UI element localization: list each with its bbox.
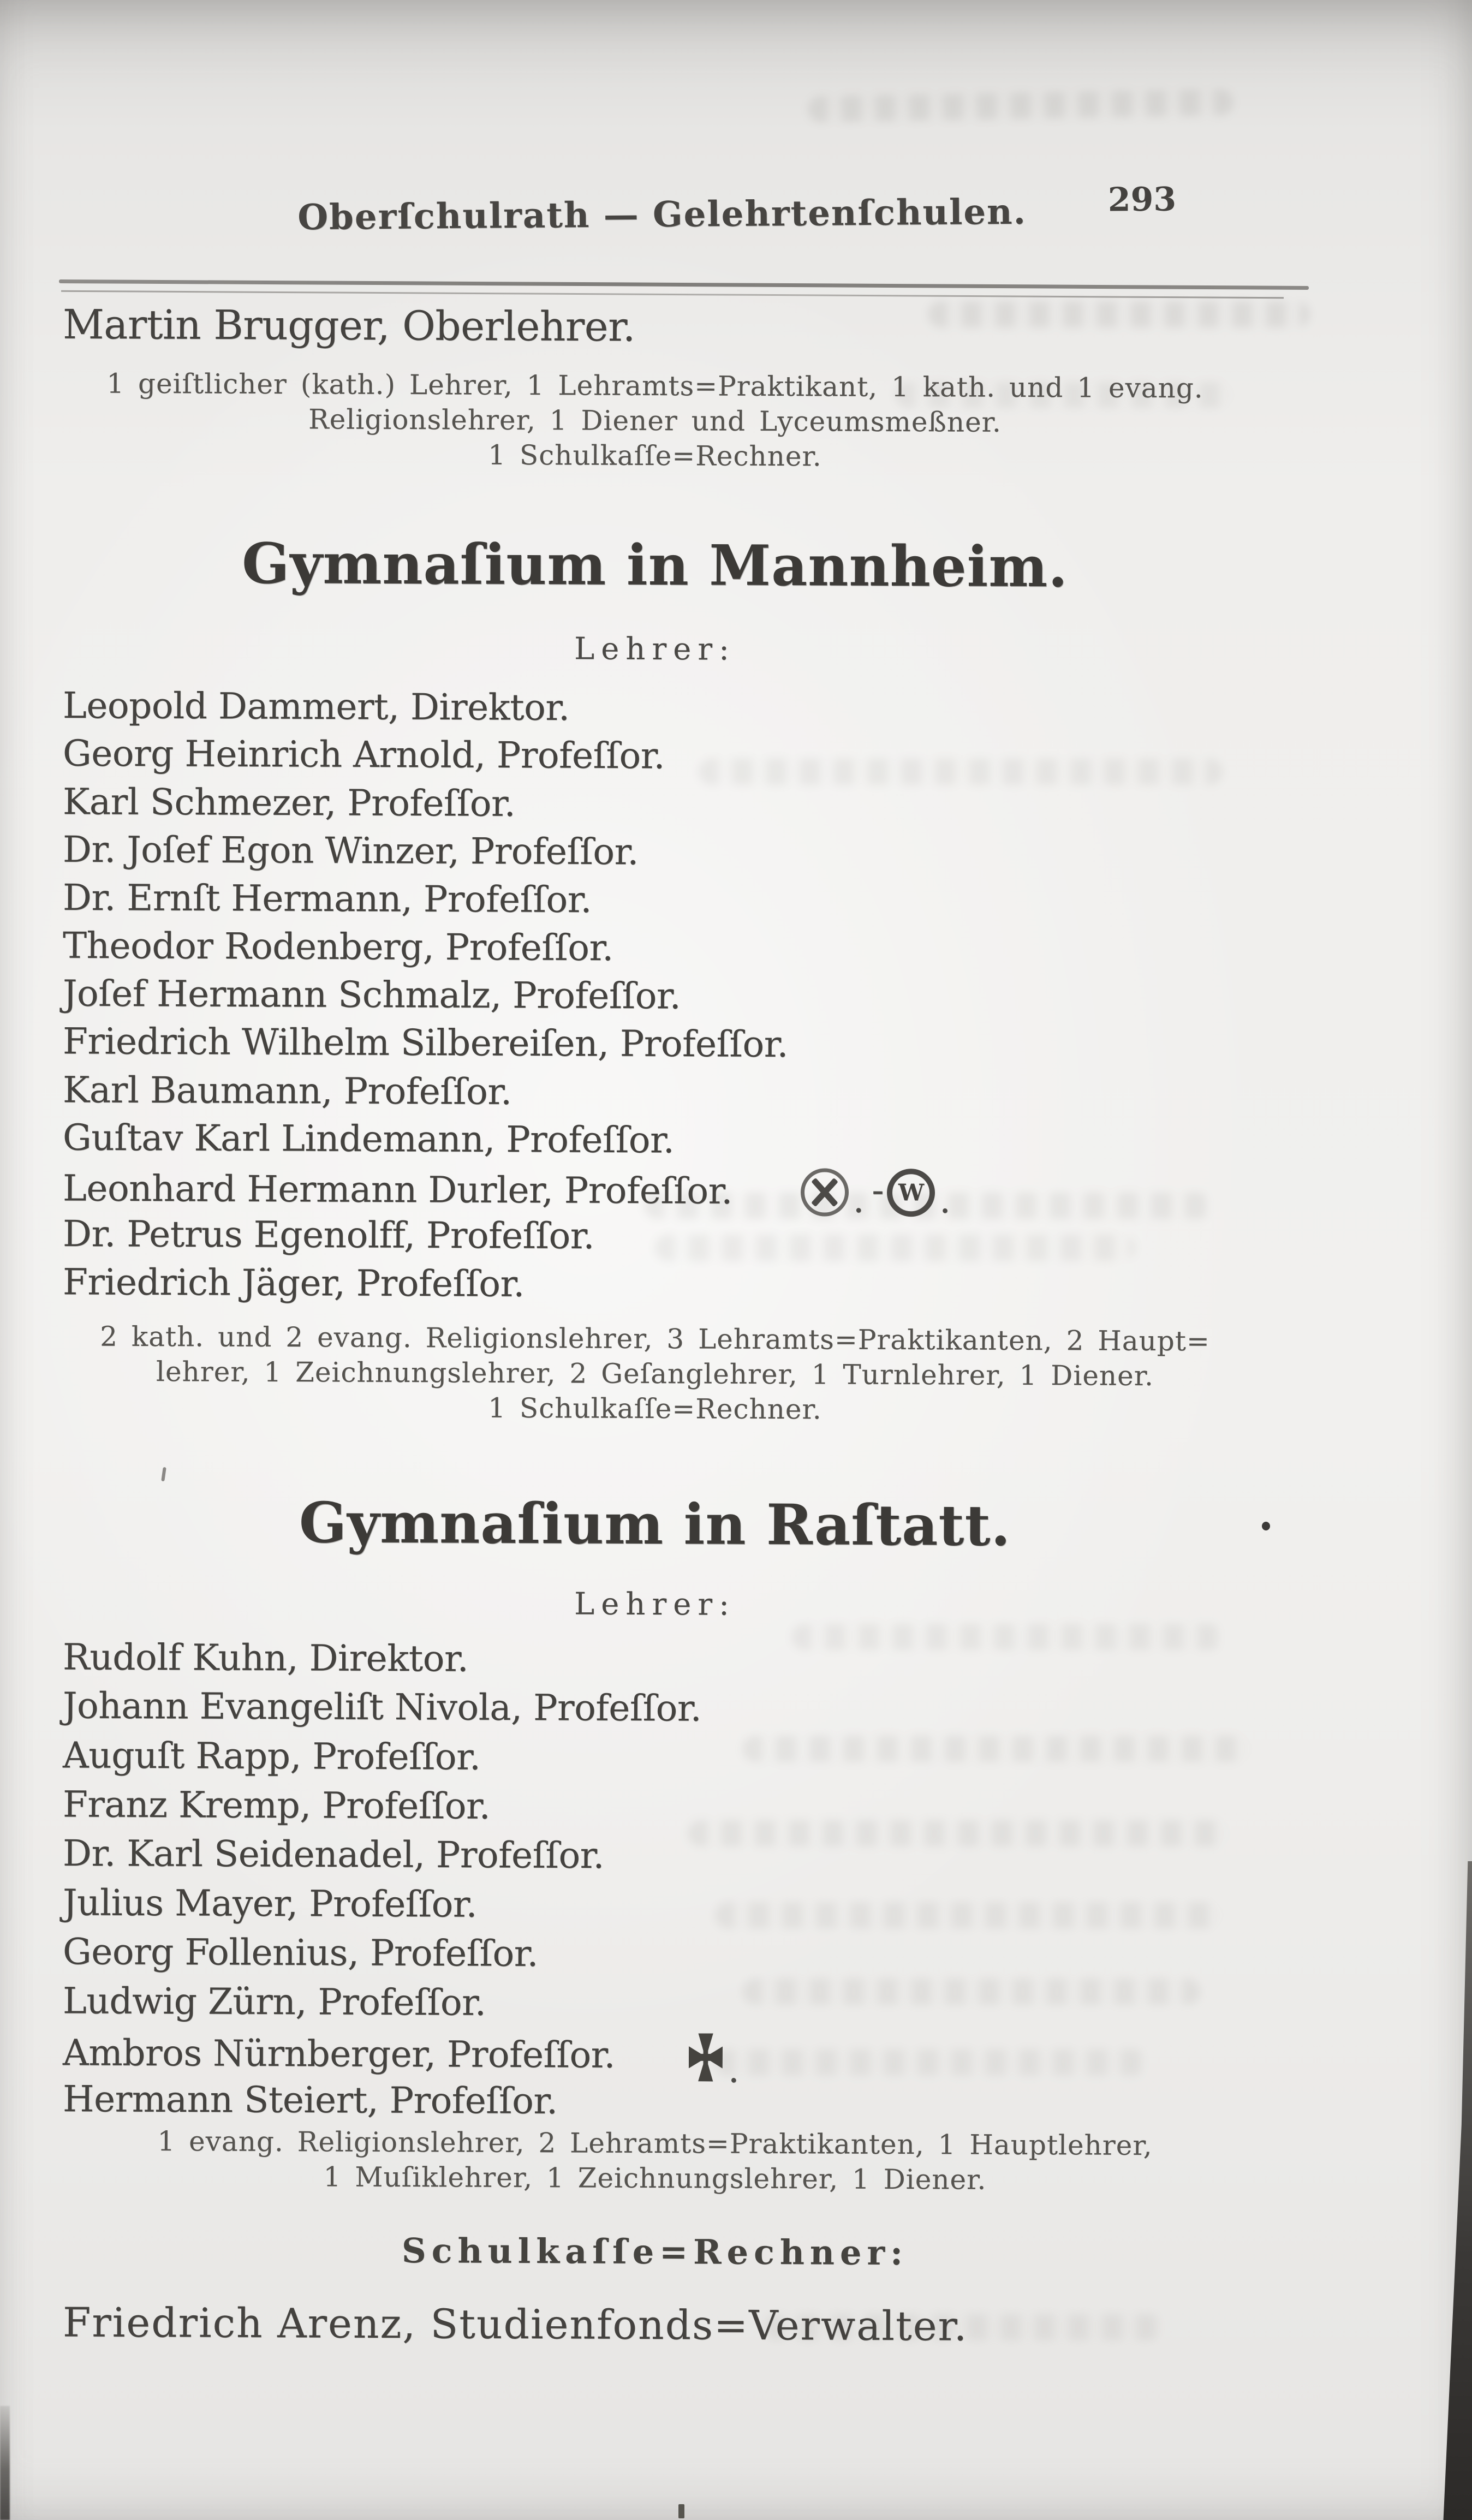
running-header-title: Oberſchulrath — Gelehrtenſchulen.: [297, 191, 1027, 239]
section-heading-rastatt: Gymnaſium in Raſtatt.: [299, 1490, 1011, 1559]
staff-summary-line: 1 Schulkaſſe=Rechner.: [488, 439, 822, 473]
teacher-row: Franz Kremp, Profeſſor.: [62, 1783, 491, 1827]
showthrough-ghost: [699, 759, 1223, 785]
teacher-row: Georg Heinrich Arnold, Profeſſor.: [62, 732, 665, 777]
subheading-lehrer: Lehrer:: [574, 1586, 736, 1623]
teacher-row: Dr. Petrus Egenolff, Profeſſor.: [62, 1212, 595, 1258]
staff-summary-line: 1 Muſiklehrer, 1 Zeichnungslehrer, 1 Diener.: [323, 2161, 987, 2196]
teacher-row: Theodor Rodenberg, Profeſſor.: [62, 924, 613, 969]
showthrough-ghost: [928, 301, 1310, 327]
teacher-row: Ludwig Zürn, Profeſſor.: [62, 1980, 486, 2024]
showthrough-ghost: [715, 2050, 1146, 2076]
staff-summary-line: Religionslehrer, 1 Diener und Lyceumsmeßner.: [308, 403, 1002, 438]
cross-pattee-icon: [689, 2033, 723, 2081]
teacher-row: Guſtav Karl Lindemann, Profeſſor.: [62, 1116, 675, 1161]
staff-summary-line: 1 geiſtlicher (kath.) Lehrer, 1 Lehramts=Praktikant, 1 kath. und 1 evang.: [106, 367, 1203, 404]
crossed-swords-medal-icon: [801, 1168, 849, 1216]
person-entry: Martin Brugger, Oberlehrer.: [62, 301, 636, 351]
subheading-lehrer: Lehrer:: [574, 631, 736, 668]
schulkasse-heading: Schulkaſſe=Rechner:: [401, 2230, 909, 2273]
staff-summary-line: 1 Schulkaſſe=Rechner.: [488, 1392, 822, 1426]
section-heading-mannheim: Gymnaſium in Mannheim.: [241, 531, 1069, 600]
medal-separator: -: [872, 1169, 884, 1211]
showthrough-ghost: [742, 1979, 1201, 2005]
teacher-row: Leopold Dammert, Direktor.: [62, 684, 570, 729]
medal-period: .: [728, 2048, 740, 2091]
teacher-row: Dr. Joſef Egon Winzer, Profeſſor.: [62, 828, 639, 873]
teacher-name: Leonhard Hermann Durler, Profeſſor.: [62, 1167, 733, 1212]
person-entry: Friedrich Arenz, Studienfonds=Verwalter.: [62, 2299, 968, 2350]
showthrough-ghost: [715, 1902, 1223, 1928]
ink-fleck-mark: [161, 1467, 166, 1482]
staff-summary-line: lehrer, 1 Zeichnungslehrer, 2 Geſanglehrer, 1 Turnlehrer, 1 Diener.: [156, 1356, 1154, 1392]
page-number: 293: [1107, 180, 1177, 219]
decoration-group: [801, 1168, 955, 1222]
teacher-row: Karl Baumann, Profeſſor.: [62, 1069, 512, 1113]
medal-period: .: [853, 1178, 865, 1221]
showthrough-ghost: [808, 89, 1234, 123]
teacher-row: Georg Follenius, Profeſſor.: [62, 1931, 539, 1975]
teacher-row: Hermann Steiert, Profeſſor.: [62, 2078, 558, 2122]
showthrough-ghost: [688, 1820, 1228, 1846]
scan-edge-shadow-left: [0, 2406, 10, 2520]
staff-summary-line: 2 kath. und 2 evang. Religionslehrer, 3 Lehramts=Praktikanten, 2 Haupt=: [100, 1320, 1210, 1357]
scan-mark-bottom: [678, 2504, 684, 2518]
teacher-row: Joſef Hermann Schmalz, Profeſſor.: [62, 972, 681, 1017]
teacher-row: Rudolf Kuhn, Direktor.: [62, 1636, 469, 1680]
scan-edge-shadow-right: [1437, 1861, 1472, 2520]
showthrough-ghost: [791, 1624, 1223, 1650]
letter-w-medal-icon: W: [887, 1169, 935, 1217]
teacher-row: Johann Evangeliſt Nivola, Profeſſor.: [62, 1684, 702, 1730]
showthrough-ghost: [655, 1235, 1135, 1261]
header-rule: [59, 279, 1309, 290]
teacher-row-with-medal: [62, 2032, 740, 2091]
teacher-row: Friedrich Jäger, Profeſſor.: [62, 1261, 525, 1305]
staff-summary-line: 1 evang. Religionslehrer, 2 Lehramts=Praktikanten, 1 Hauptlehrer,: [157, 2125, 1153, 2161]
teacher-row: Friedrich Wilhelm Silbereiſen, Profeſſor.: [62, 1020, 789, 1065]
teacher-row: Julius Mayer, Profeſſor.: [62, 1881, 478, 1926]
teacher-row: Auguſt Rapp, Profeſſor.: [62, 1734, 481, 1778]
header-rule-echo: [61, 290, 1284, 299]
page-header: [63, 180, 1247, 239]
showthrough-ghost: [742, 1736, 1250, 1762]
teacher-row: Dr. Karl Seidenadel, Profeſſor.: [62, 1832, 605, 1877]
teacher-row: Karl Schmezer, Profeſſor.: [62, 781, 516, 825]
teacher-name: Ambros Nürnberger, Profeſſor.: [62, 2032, 616, 2076]
teacher-row: Dr. Ernſt Hermann, Profeſſor.: [62, 876, 592, 921]
teacher-row-with-medals: [62, 1167, 955, 1222]
medal-period: .: [939, 1179, 951, 1222]
ink-fleck-dot: [1262, 1522, 1270, 1530]
decoration-group: [689, 2033, 740, 2091]
